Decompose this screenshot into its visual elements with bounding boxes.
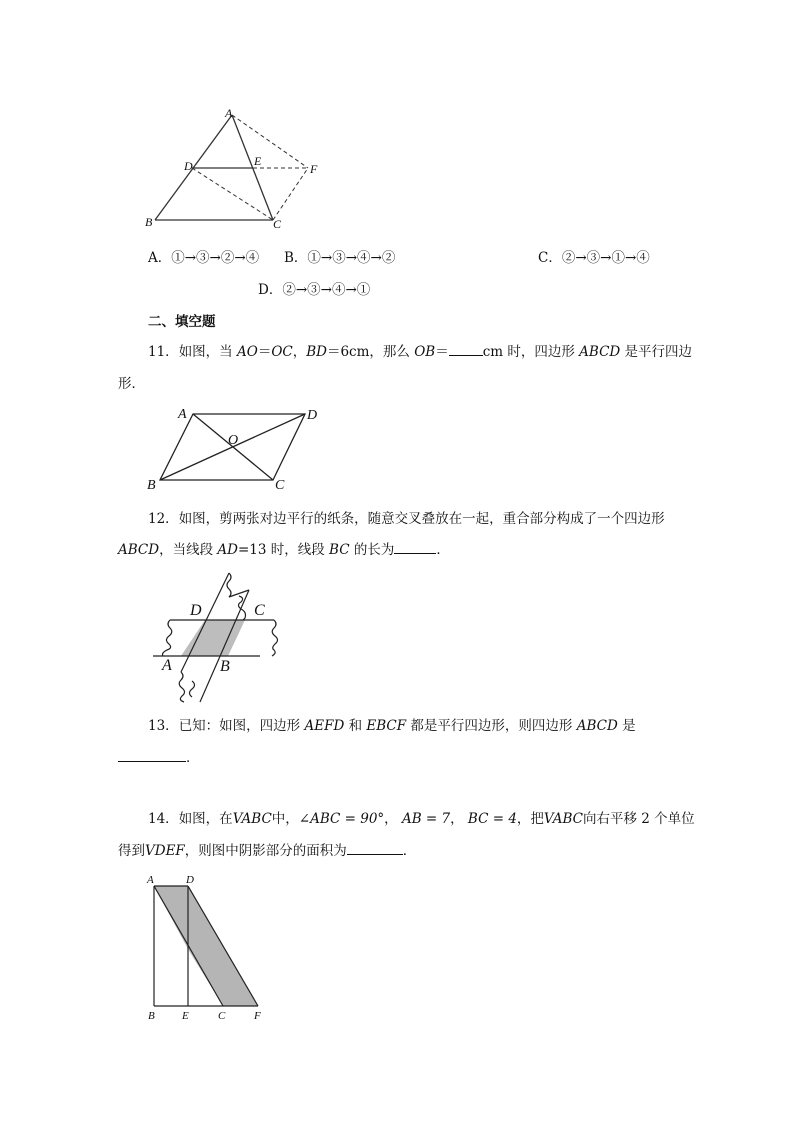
q12-line2 xyxy=(118,541,450,559)
q14-text: ． xyxy=(402,843,417,859)
figure-q14 xyxy=(140,870,275,1025)
label-a: A xyxy=(162,657,172,674)
option-a: A．①→③→②→④ xyxy=(148,250,260,266)
label-d: D xyxy=(190,602,202,619)
q14-text: ，则图中阴影部分的面积为 xyxy=(184,843,347,859)
label-c: C xyxy=(218,1010,226,1022)
label-d: D xyxy=(184,159,193,173)
q13-ebcf: EBCF xyxy=(366,718,407,734)
q14-text: 中， xyxy=(271,811,299,827)
label-b: B xyxy=(147,478,156,493)
q12-text: ． xyxy=(436,542,450,558)
q14-tri-abc: VABC xyxy=(543,811,583,827)
q13-line1 xyxy=(148,717,636,735)
q12-abcd: ABCD xyxy=(118,542,160,558)
q11-oc: OC xyxy=(271,344,293,360)
q14-line2 xyxy=(118,842,416,860)
label-e: E xyxy=(254,154,262,168)
q12-ad: AD xyxy=(217,542,238,558)
q11-text: ＝ xyxy=(435,344,449,360)
q11-ao: AO xyxy=(236,344,258,360)
label-e: E xyxy=(182,1010,189,1022)
option-d: D．②→③→④→① xyxy=(258,282,371,298)
q14-number: 14． xyxy=(148,811,179,827)
q14-text: ，把 xyxy=(516,811,544,827)
label-a: A xyxy=(225,106,233,120)
q11-line1 xyxy=(148,343,692,361)
q14-text: 得到 xyxy=(118,843,145,859)
q13-text: 已知：如图，四边形 xyxy=(178,718,305,734)
q13-line2 xyxy=(118,749,200,767)
label-o: O xyxy=(228,433,239,448)
q13-text: 都是平行四边形，则四边形 xyxy=(406,718,577,734)
answer-blank[interactable] xyxy=(394,541,436,554)
option-c: C．②→③→①→④ xyxy=(538,250,650,266)
label-a: A xyxy=(178,407,187,422)
q14-tri-def: VDEF xyxy=(145,843,185,859)
section-title: 二、填空题 xyxy=(148,314,216,330)
q12-text: ，当线段 xyxy=(159,542,218,558)
q11-abcd: ABCD xyxy=(579,344,621,360)
q14-tri-abc: VABC xyxy=(232,811,272,827)
q13-text: 和 xyxy=(344,718,367,734)
q13-number: 13． xyxy=(148,718,179,734)
q13-text: 是 xyxy=(617,718,636,734)
q13-text: ． xyxy=(186,750,200,766)
q14-ab: AB = 7 xyxy=(401,811,451,827)
q11-text: cm 时，四边形 xyxy=(482,344,580,360)
option-b: B．①→③→④→② xyxy=(284,250,396,266)
label-d: D xyxy=(307,408,318,423)
q11-text: ＝6cm，那么 xyxy=(326,344,415,360)
q12-number: 12． xyxy=(148,511,179,527)
label-f: F xyxy=(254,1010,261,1022)
q11-text: 是平行四边 xyxy=(620,344,693,360)
label-a: A xyxy=(147,874,154,886)
q14-text: 向右平移 2 个单位 xyxy=(583,811,695,827)
figure-q12 xyxy=(148,568,293,708)
q11-number: 11． xyxy=(148,344,179,360)
q13-abcd: ABCD xyxy=(576,718,618,734)
q12-text: 的长为 xyxy=(349,542,395,558)
q11-bd: BD xyxy=(306,344,327,360)
q14-angle: ∠ABC = 90° xyxy=(298,811,385,827)
figure-q11 xyxy=(145,402,325,494)
q12-text: 如图，剪两张对边平行的纸条，随意交叉叠放在一起，重合部分构成了一个四边形 xyxy=(178,511,665,527)
label-c: C xyxy=(254,602,265,619)
answer-blank[interactable] xyxy=(449,343,483,356)
q11-line2: 形． xyxy=(118,376,145,392)
q12-text: =13 时，线段 xyxy=(237,542,330,558)
q14-text: 如图，在 xyxy=(178,811,233,827)
q13-aefd: AEFD xyxy=(304,718,345,734)
label-f: F xyxy=(310,162,318,176)
answer-blank[interactable] xyxy=(118,749,186,762)
q14-text: ， xyxy=(450,811,468,827)
q11-text: 如图，当 xyxy=(178,344,237,360)
q12-line1 xyxy=(148,510,665,528)
q12-bc: BC xyxy=(329,542,350,558)
q11-text: ， xyxy=(292,344,307,360)
label-b: B xyxy=(220,658,230,675)
q14-text: ， xyxy=(384,811,402,827)
label-b: B xyxy=(148,1010,155,1022)
q14-bc: BC = 4 xyxy=(467,811,517,827)
q14-line1 xyxy=(148,810,695,828)
figure-q10 xyxy=(140,100,330,230)
label-c: C xyxy=(275,478,285,493)
q11-ob: OB xyxy=(414,344,436,360)
answer-blank[interactable] xyxy=(347,842,403,855)
label-d: D xyxy=(186,874,194,886)
label-c: C xyxy=(273,217,282,230)
label-b: B xyxy=(145,215,153,229)
q11-eq: ＝ xyxy=(257,344,272,360)
